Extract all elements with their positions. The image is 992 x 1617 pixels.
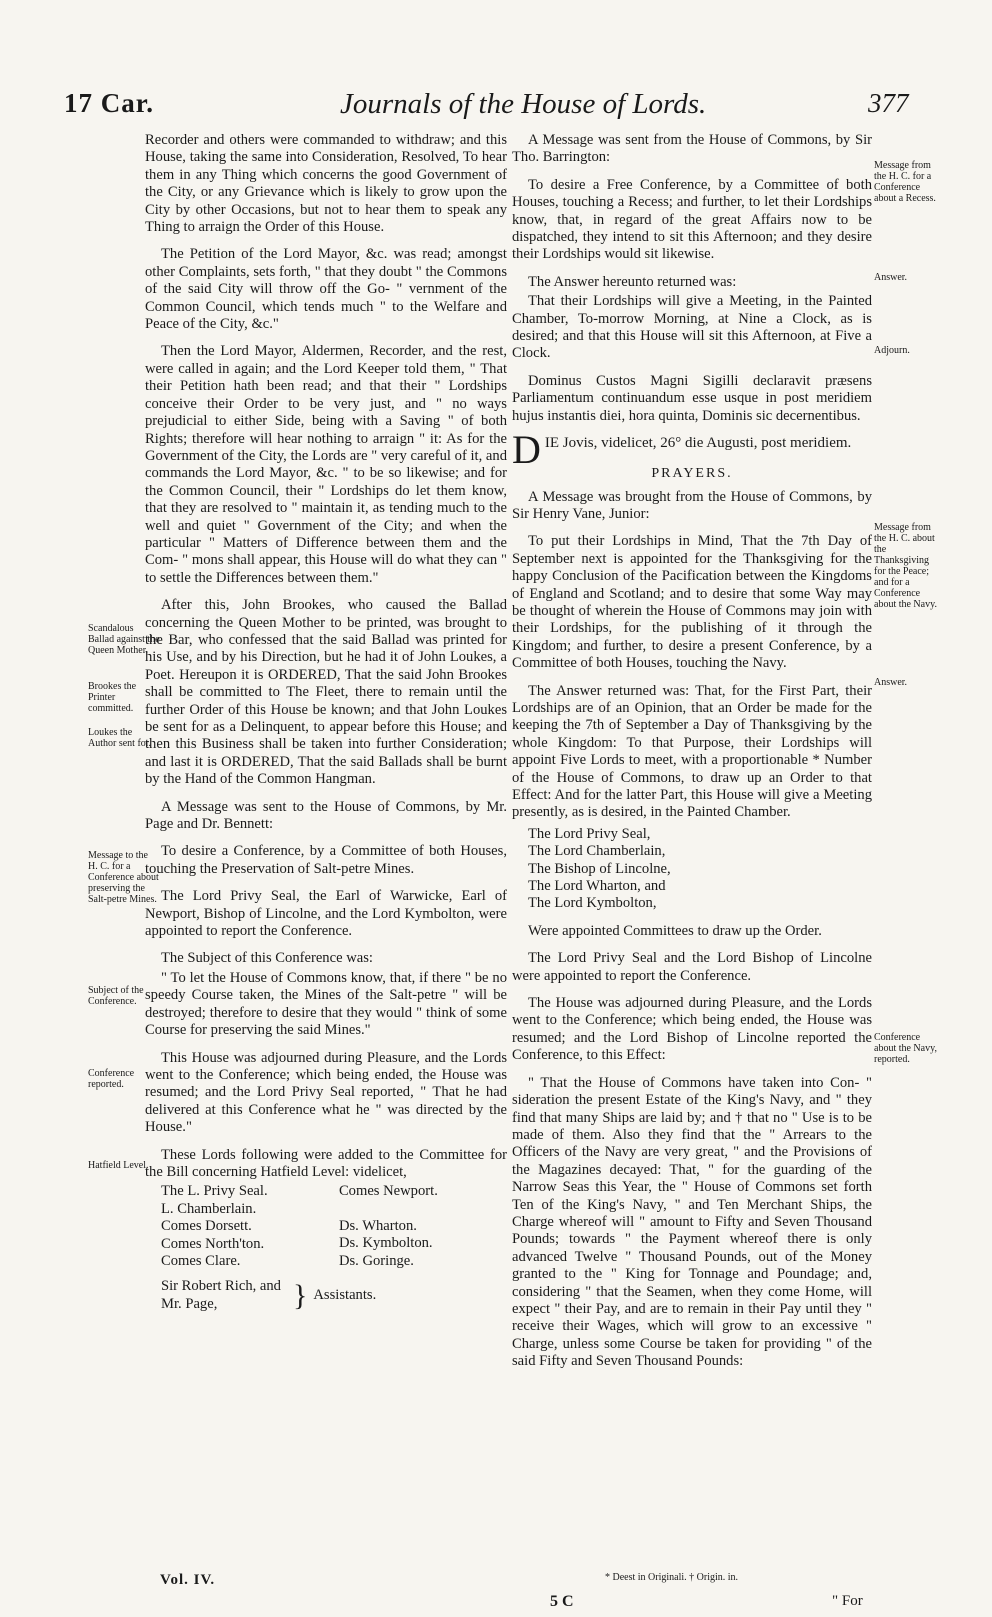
paragraph: The Petition of the Lord Mayor, &c. was read; amongst other Complaints, sets forth, " that they doubt " the Commons of the said City will throw off the Go- " vernment of the Common Council, which tends much " to the Welfare and Peace of the City, &c." [145,246,507,333]
lord-name [339,1201,507,1218]
assistants-label: Assistants. [313,1287,377,1304]
paragraph: Recorder and others were commanded to withdraw; and this House, taking the same into Consideration, Resolved, To hear them in any Thing which concerns the good Government of the City, or any Grievance which is likely to grow upon the City by other Occasions, but not to hear them to speak any Thing to arraign the Order of this House. [145,132,507,236]
committee-member: The Lord Kymbolton, [528,895,657,912]
footnote: * Deest in Originali. † Origin. in. [605,1572,739,1583]
margin-note-ballad: Scandalous Ballad against the Queen Mother. [88,623,160,656]
margin-note-navy-reported: Conference about the Navy, reported. [874,1032,937,1065]
paragraph: After this, John Brookes, who caused the Ballad concerning the Queen Mother to be printed, was brought to the Bar, who confessed that the said Ballad was printed for his Use, and by his Direction, but he had it of John Loukes, a Poet. Hereupon it is ORDERED, That the said John Brookes shall be committed to The Fleet, there to remain until the further Order of this House be known; and that John Loukes be sent for as a Delinquent, to appear before this House; and then this Business shall be taken into further Consideration; and last it is ORDERED, That the said Ballads shall be burnt by the Hand of the Common Hangman. [145,597,507,788]
brace: } [292,1278,308,1312]
margin-note-reported: Conference reported. [88,1068,135,1090]
paragraph: This House was adjourned during Pleasure, and the Lords went to the Conference; which being ended, the House was resumed; and the Lord Privy Seal reported, " That he had delivered at this Conference what he " was directed by the House." [145,1049,507,1136]
drop-cap: D [512,427,541,473]
margin-note-subject: Subject of the Conference. [88,985,144,1007]
page-header [0,88,992,128]
paragraph: " That the House of Commons have taken into Con- " sideration the present Estate of the King's Navy, and " they find that many Ships are laid by; and † that no " Use is to be made of them. Also they find that the " Arrears to the Officers of the Navy are very great, " and the Provisions of the Magazines decayed: That, " for the guarding of the Narrow Seas this Year, the " House of Commons set forth Ten of the King's Navy, " and Ten Merchant Ships, the Charge whereof will " amount to Fifty and Seven Thousand Pounds; towards " the Payment whereof there is only advanced Twelve " Thousand Pounds, out of the Money granted to the " King for Tonnage and Poundage; and, considering " that the Seamen, when they come Home, will expect " their Pay, and are to remain in their Pay until they " receive their Wages, which will grow to an excessive " Charge, unless some Course be taken for providing " of the said Fifty and Seven Thousand Pounds: [512,1074,872,1370]
paragraph: A Message was sent from the House of Commons, by Sir Tho. Barrington: [512,132,872,166]
assistant-name: Sir Robert Rich, and [161,1278,281,1295]
lord-name: Comes Clare. [161,1252,241,1269]
volume-label: Vol. IV. [160,1572,216,1588]
right-column [512,132,872,1381]
lord-name: Ds. Kymbolton. [338,1235,433,1252]
margin-note-answer-1: Answer. [874,272,908,283]
paragraph: Dominus Custos Magni Sigilli declaravit præsens Parliamentum continuandum esse usque in post meridiem hujus instantis diei, hora quinta, Dominis sic decernentibus. [512,372,872,424]
paragraph: Were appointed Committees to draw up the Order. [528,922,822,939]
lord-name: The L. Privy Seal. [161,1183,268,1200]
lord-name: Ds. Wharton. [338,1217,417,1234]
left-column [145,132,507,1321]
page-number: 377 [868,88,909,118]
paragraph: A Message was brought from the House of Commons, by Sir Henry Vane, Junior: [512,488,872,522]
paragraph: To desire a Conference, by a Committee of both Houses, touching the Preservation of Salt-petre Mines. [145,843,507,877]
assistants [161,1278,507,1313]
signature-mark: 5 C [550,1593,574,1610]
paragraph: The Answer hereunto returned was: [528,273,737,290]
paragraph: The Subject of this Conference was: [161,950,373,967]
lord-name: Ds. Goringe. [338,1252,414,1269]
paragraph: The House was adjourned during Pleasure, and the Lords went to the Conference; which being ended, the House was resumed; and the Lord Bishop of Lincolne reported the Conference, to this Effect: [512,995,872,1064]
paragraph: Then the Lord Mayor, Aldermen, Recorder, and the rest, were called in again; and the Lord Keeper told them, " That their Petition hath been read; and that their " Lordships conceive their Order to be very just, and " no ways prejudicial to either Side, being with a Saving " of both Rights; therefore will hear nothing to arraign " it: As for the Government of the City, the Lords are " very careful of it, and commands the Lord Mayor, &c. " to be so likewise; and for the Common Council, their " Lordships do let them know, that they are resolved to " maintain it, as tending much to the well and quiet " Government of the City; and when the particular " Matters of Difference between them and the Com- " mons shall appear, this House will do what they can " to settle the Differences between them." [145,343,507,586]
paragraph: A Message was sent to the House of Commons, by Mr. Page and Dr. Bennett: [145,798,507,833]
committee-member: The Bishop of Lincolne, [528,860,671,877]
committee-list [528,826,872,913]
prayers-heading: PRAYERS. [651,466,733,482]
regnal-year: 17 Car. [64,88,155,118]
committee-member: The Lord Chamberlain, [528,843,666,860]
day-heading-text: IE Jovis, videlicet, 26° die Augusti, post meridiem. [544,435,852,452]
paragraph: The Lord Privy Seal and the Lord Bishop of Lincolne were appointed to report the Conference. [512,950,872,984]
day-heading [512,427,872,473]
margin-note-thanksgiving: Message from the H. C. about the Thanksgiving for the Peace; and for a Conference about the Navy. [874,522,937,610]
margin-note-adjourn: Adjourn. [874,345,910,356]
paragraph: That their Lordships will give a Meeting, in the Painted Chamber, To-morrow Morning, at Nine a Clock, as is desired; and that this House will sit this Afternoon, at Five a Clock. [512,293,872,362]
lords-list [161,1183,507,1270]
lord-name: Comes Dorsett. [161,1218,252,1235]
lord-name: Comes Newport. [338,1183,438,1200]
paragraph: The Answer returned was: That, for the First Part, their Lordships are of an Opinion, that an Order be made for the keeping the 7th of September a Day of Thanksgiving by the whole Kingdom: To that Purpose, their Lordships will appoint Five Lords to meet, with a proportionable * Number of the House of Commons, to draw up an Order to that Effect: And for the latter Part, this House will give a Meeting presently, as is desired, in the Painted Chamber. [512,682,872,821]
margin-note-brookes: Brookes the Printer committed. [88,681,137,714]
margin-note-answer-2: Answer. [874,677,908,688]
lord-name: L. Chamberlain. [161,1200,257,1217]
committee-member: The Lord Privy Seal, [528,825,651,842]
running-title: Journals of the House of Lords. [340,88,707,120]
lord-name: Comes North'ton. [161,1235,265,1252]
margin-note-loukes: Loukes the Author sent for. [88,727,152,749]
margin-note-recess: Message from the H. C. for a Conference about a Recess. [874,160,936,204]
assistant-name: Mr. Page, [161,1295,218,1312]
paragraph: These Lords following were added to the Committee for the Bill concerning Hatfield Level: videlicet, [145,1146,507,1180]
margin-note-saltpetre: Message to the H. C. for a Conference about preserving the Salt-petre Mines. [88,850,159,905]
catchword: " For [832,1593,863,1609]
margin-note-hatfield: Hatfield Level. [88,1160,149,1171]
paragraph: To put their Lordships in Mind, That the 7th Day of September next is appointed for the Thanksgiving for the happy Conclusion of the Pacification between the Kingdoms of England and Scotland; and to desire that some Way may be thought of wherein the House of Commons may join with their Lordships, for the publishing of it through the Kingdom; and further, to desire a present Conference, by a Committee of both Houses, touching the Navy. [512,533,872,672]
paragraph: " To let the House of Commons know, that, if there " be no speedy Course taken, the Mines of the Salt-petre " will be destroyed; therefore to desire that they would " think of some Course for preserving the said Mines." [145,969,507,1039]
committee-member: The Lord Wharton, and [528,878,666,895]
paragraph: The Lord Privy Seal, the Earl of Warwicke, Earl of Newport, Bishop of Lincolne, and the Lord Kymbolton, were appointed to report the Conference. [145,888,507,940]
paragraph: To desire a Free Conference, by a Committee of both Houses, touching a Recess; and further, to let their Lordships know, that, in regard of the great Affairs now to be dispatched, they intend to sit this Afternoon; and they desire their Lordships would sit likewise. [512,176,872,263]
